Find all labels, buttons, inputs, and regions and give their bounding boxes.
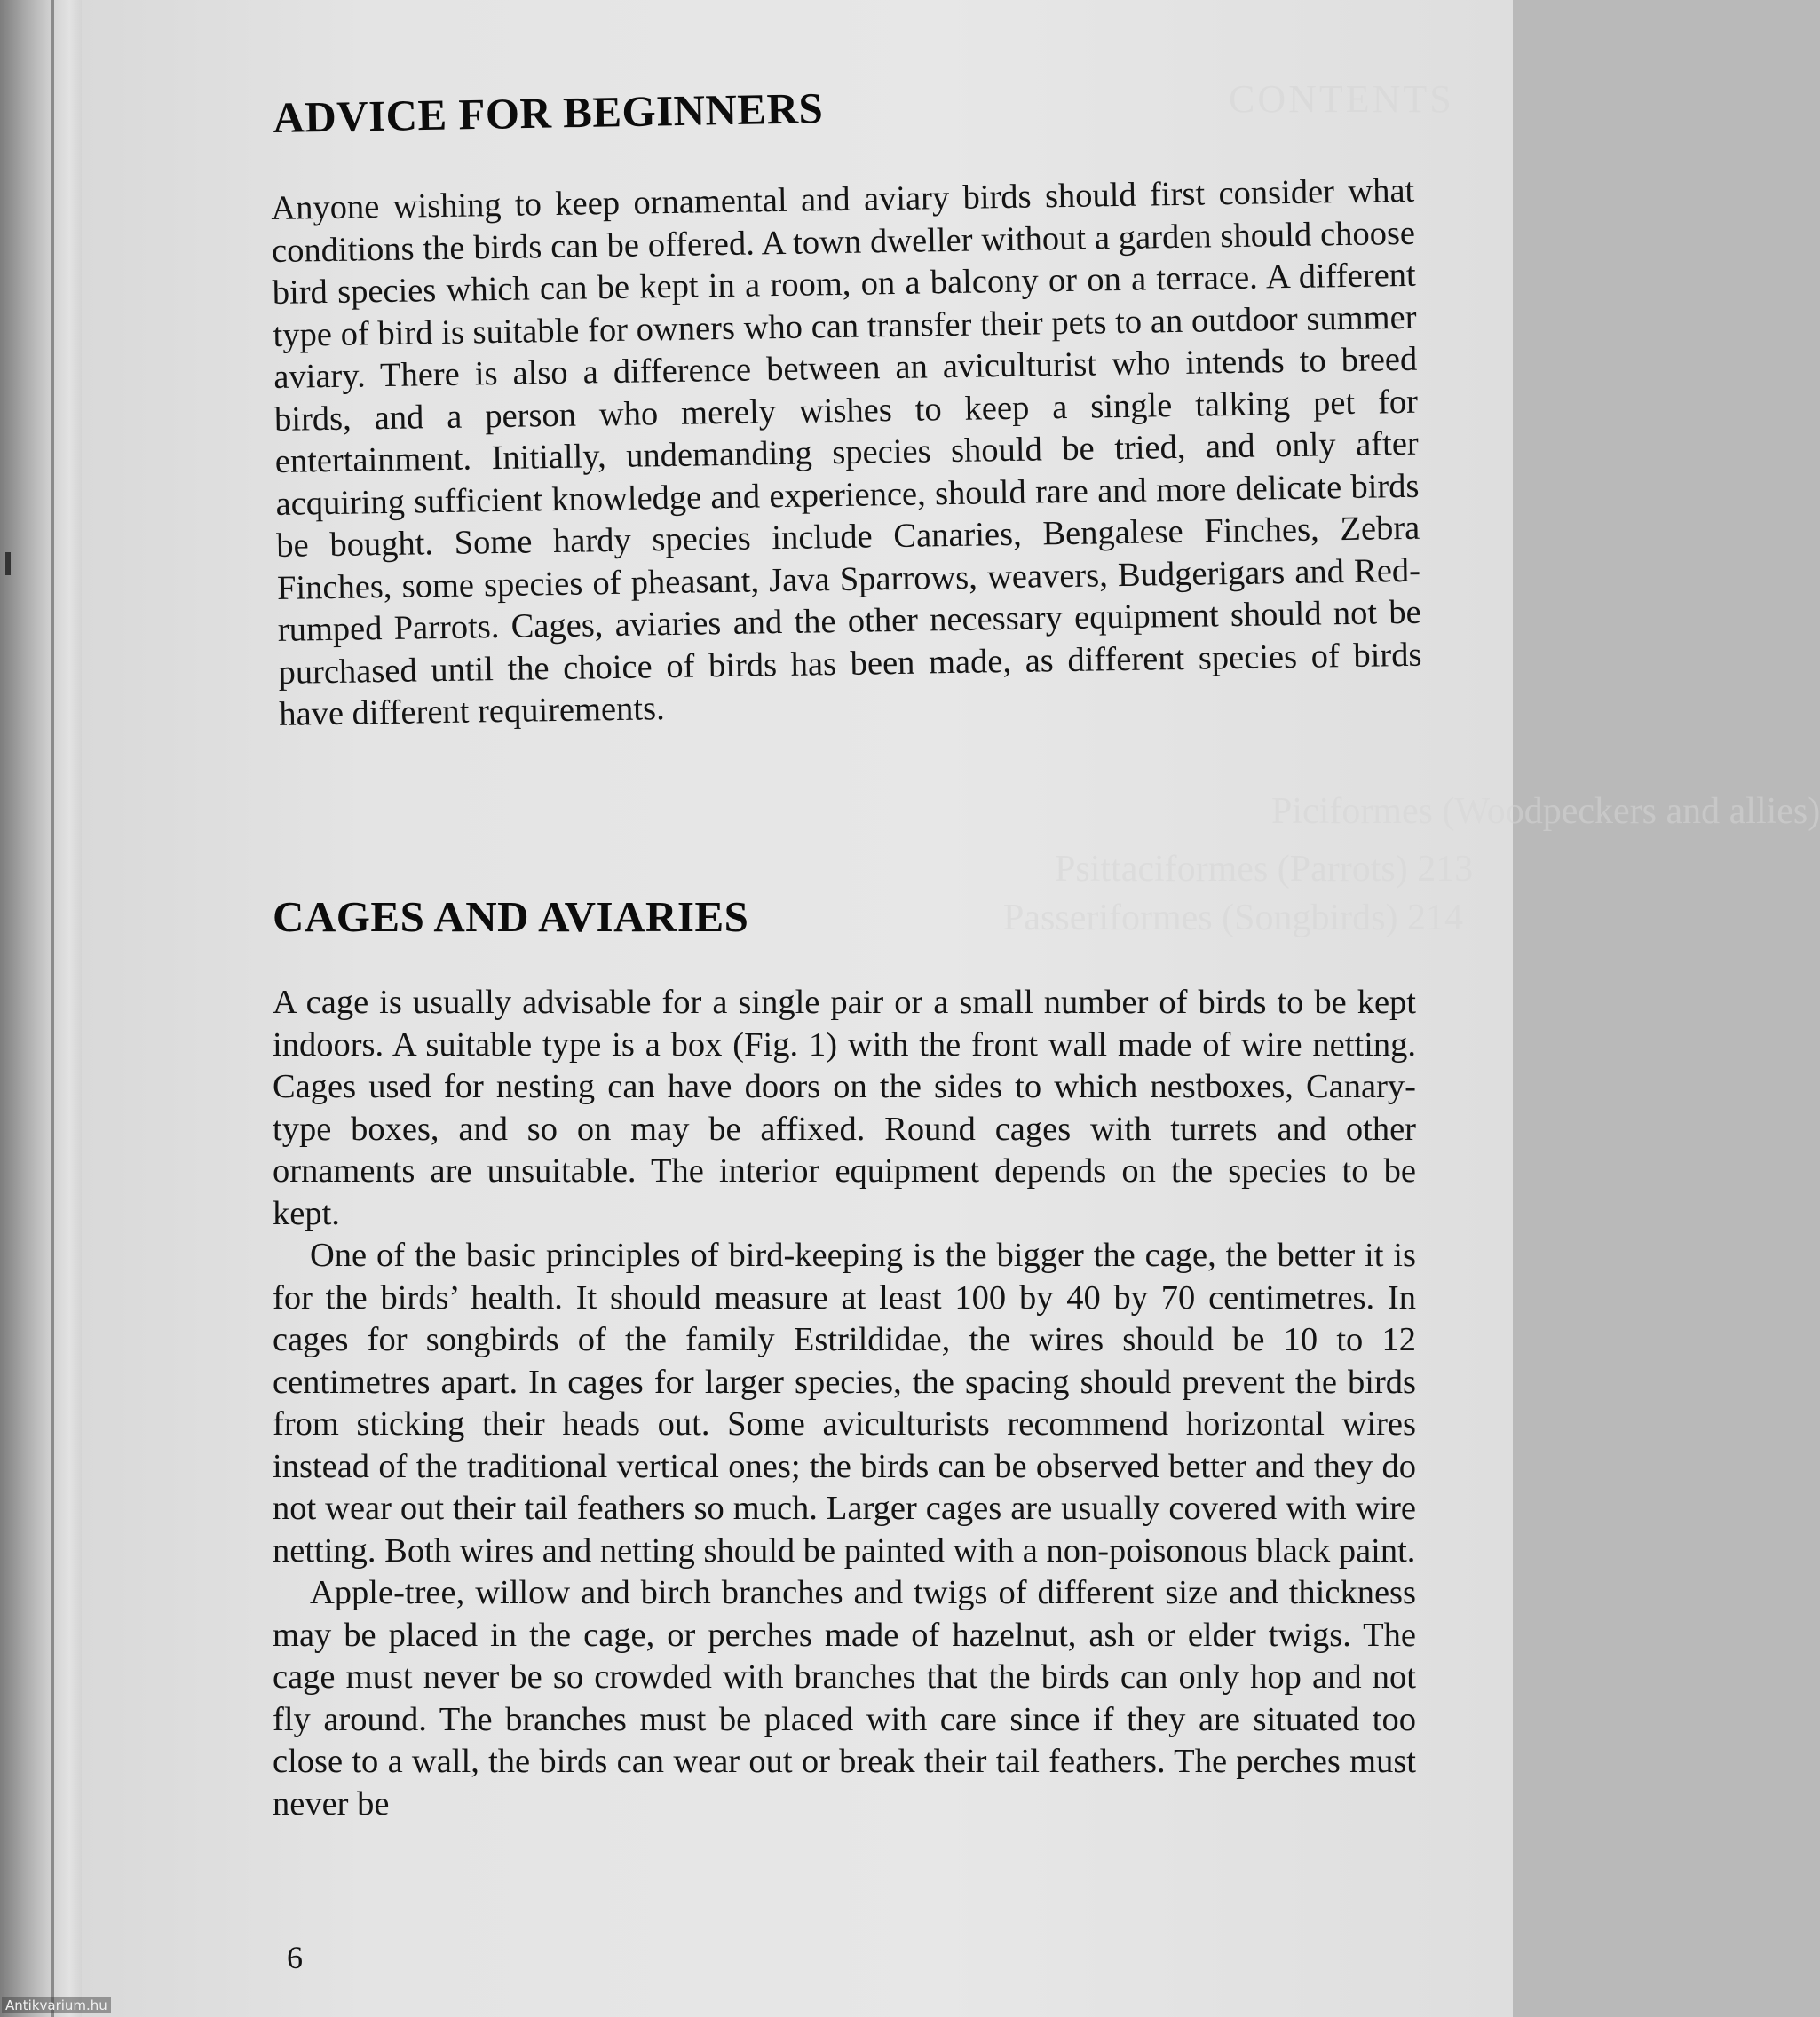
paragraph: One of the basic principles of bird-keeping is the bigger the cage, the better it is for the birds’ health. It should measure at least 100 by 40 by 70 centimetres. In cages for songbirds of the family Estrildidae, the wires should be 10 to 12 centimetres apart. In cages for larger species, the spacing should prevent the birds from sticking their heads out. Some aviculturists recommend horizontal wires instead of the traditional vertical ones; the birds can be observed better and they do not wear out their tail feathers so much. Larger cages are usually covered with wire netting. Both wires and netting should be painted with a non-poisonous black paint. [273,1237,1416,1570]
page-edge-line [51,0,54,2017]
show-through-line-3: Passeriformes (Songbirds) 214 [1003,898,1463,938]
page-number: 6 [287,1940,303,1975]
section-body-cages [273,982,1416,1825]
book-binding-shadow [0,0,82,2017]
paragraph: Apple-tree, willow and birch branches and twigs of different size and thickness may be placed in the cage, or perches made of hazelnut, ash or elder twigs. The cage must never be so crowded with branches that the birds can only hop and not fly around. The branches must be placed with care since if they are situated too close to a wall, the birds can wear out or break their tail feathers. The perches must never be [273,1574,1416,1823]
show-through-line-2: Psittaciformes (Parrots) 213 [1055,849,1474,890]
show-through-line-1: Piciformes (Woodpeckers and allies) [1271,791,1820,832]
paragraph: A cage is usually advisable for a single pair or a small number of birds to be kept indoors. A suitable type is a box (Fig. 1) with the front wall made of wire netting. Cages used for nesting can have doors on the sides to which nestboxes, Canary-type boxes, and so on may be affixed. Round cages with turrets and other ornaments are unsuitable. The interior equipment depends on the species to be kept. [273,984,1416,1232]
paragraph: Anyone wishing to keep ornamental and aviary birds should first consider what conditions the birds can be offered. A town dweller without a garden should choose bird species which can be kept in a room, on a balcony or on a terrace. A different type of bird is suitable for owners who can transfer their pets to an outdoor summer aviary. There is also a difference between an aviculturist who intends to breed birds, and a person who merely wishes to keep a single talking pet for entertainment. Initially, undemanding species should be tried, and only after acquiring sufficient knowledge and experience, should rare and more delicate birds be bought. Some hardy species include Canaries, Bengalese Finches, Zebra Finches, some species of pheasant, Java Sparrows, weavers, Budgerigars and Red-rumped Parrots. Cages, aviaries and the other necessary equipment should not be purchased until the choice of birds has been made, as different species of birds have different requirements. [271,171,1422,733]
section-heading-cages: CAGES AND AVIARIES [273,892,749,941]
watermark: Antikvarium.hu [2,1997,111,2013]
section-heading-advice: ADVICE FOR BEGINNERS [272,83,824,142]
show-through-title: CONTENTS [1229,77,1454,121]
section-body-advice [271,170,1423,737]
edge-mark [5,552,11,575]
